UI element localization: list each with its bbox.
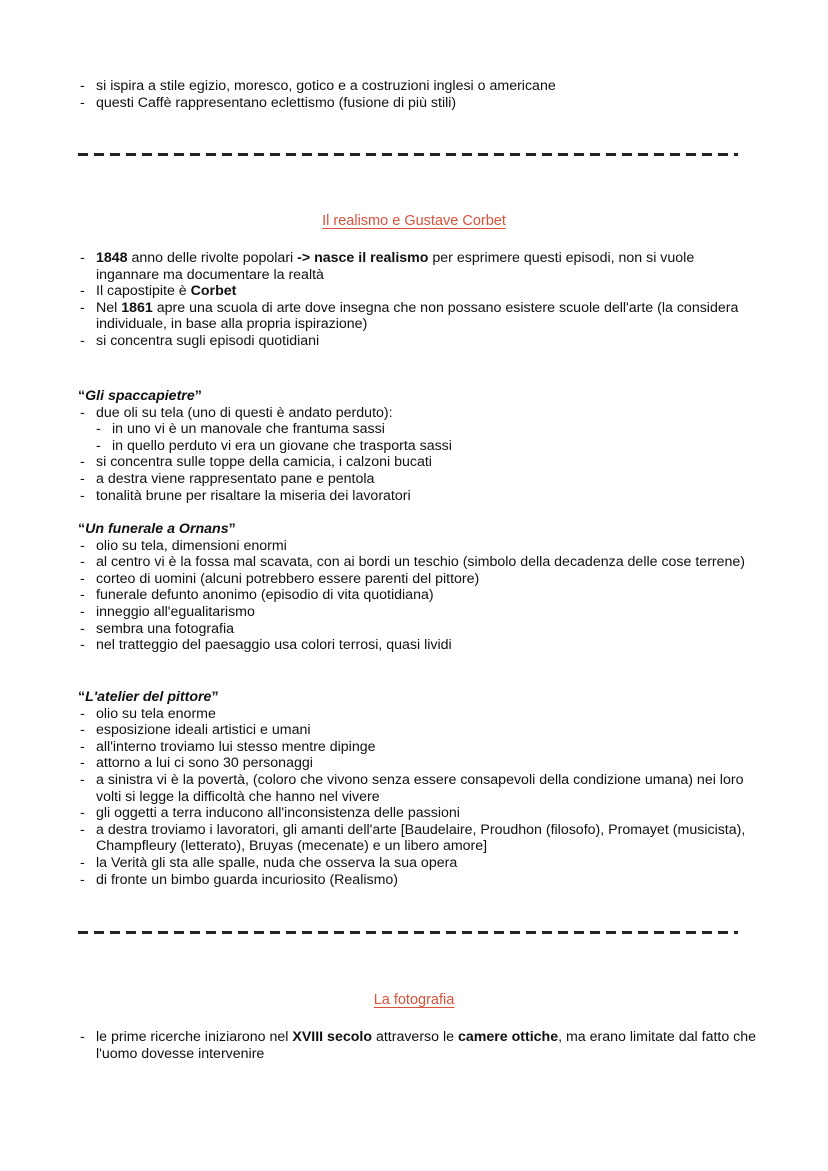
intro-list-block bbox=[78, 78, 758, 111]
realism-list bbox=[78, 250, 758, 350]
sublist-item: - in quello perduto vi era un giovane che trasporta sassi bbox=[94, 438, 758, 455]
list-item: - olio su tela, dimensioni enormi bbox=[78, 538, 758, 555]
sublist-item: - in uno vi è un manovale che frantuma sassi bbox=[94, 421, 758, 438]
list-item: - questi Caffè rappresentano eclettismo (fusione di più stili) bbox=[78, 95, 758, 112]
work-atelier bbox=[78, 689, 758, 888]
quote-mark: “ bbox=[78, 689, 86, 705]
dashed-divider bbox=[78, 153, 738, 156]
list-item bbox=[78, 405, 758, 422]
list-item: - si concentra sugli episodi quotidiani bbox=[78, 333, 758, 350]
quote-mark: ” bbox=[228, 521, 236, 537]
text: apre una scuola di arte dove insegna che non possano esistere scuole dell'arte (la considera individuale, in base alla propria ispirazione) bbox=[96, 299, 739, 333]
text: attraverso le bbox=[372, 1029, 458, 1045]
work-funerale bbox=[78, 521, 758, 654]
list-item: - funerale defunto anonimo (episodio di vita quotidiana) bbox=[78, 587, 758, 604]
list-item: - si concentra sulle toppe della camicia, i calzoni bucati bbox=[78, 454, 758, 471]
list-item: - olio su tela enorme bbox=[78, 706, 758, 723]
dashed-divider bbox=[78, 931, 738, 934]
intro-list bbox=[78, 78, 758, 111]
list-item: - a sinistra vi è la povertà, (coloro che vivono senza essere consapevoli della condizione umana) nei loro volti si legge la difficoltà che hanno nel vivere bbox=[78, 772, 758, 805]
list-item bbox=[78, 300, 758, 333]
bold-text: -> nasce il realismo bbox=[297, 250, 429, 266]
quote-mark: “ bbox=[78, 521, 86, 537]
bold-text: camere ottiche bbox=[457, 1029, 559, 1045]
list-item: - al centro vi è la fossa mal scavata, con ai bordi un teschio (simbolo della decadenza delle cose terrene) bbox=[78, 554, 758, 571]
bold-text: 1861 bbox=[121, 299, 153, 316]
work-spaccapietre bbox=[78, 388, 758, 504]
text: per esprimere questi episodi, non si vuole ingannare ma documentare la realtà bbox=[96, 250, 695, 283]
work-title bbox=[78, 388, 758, 405]
work-list bbox=[78, 538, 758, 654]
work-list bbox=[78, 706, 758, 889]
list-item: - sembra una fotografia bbox=[78, 621, 758, 638]
section-heading-photo: La fotografia bbox=[373, 992, 455, 1008]
text: le prime ricerche iniziarono nel bbox=[96, 1029, 293, 1045]
list-item: - gli oggetti a terra inducono all'inconsistenza delle passioni bbox=[78, 805, 758, 822]
work-title bbox=[78, 689, 758, 706]
work-sublist bbox=[78, 421, 758, 454]
list-item bbox=[78, 1029, 758, 1062]
list-item: - la Verità gli sta alle spalle, nuda che osserva la sua opera bbox=[78, 855, 758, 872]
realism-list-block bbox=[78, 250, 758, 350]
list-item: - all'interno troviamo lui stesso mentre dipinge bbox=[78, 739, 758, 756]
photo-list bbox=[78, 1029, 758, 1062]
work-list bbox=[78, 454, 758, 504]
text: Nel bbox=[96, 299, 122, 316]
bold-text: 1848 bbox=[96, 250, 128, 266]
list-item: - esposizione ideali artistici e umani bbox=[78, 722, 758, 739]
quote-mark: “ bbox=[78, 388, 86, 404]
list-item: - a destra viene rappresentato pane e pentola bbox=[78, 471, 758, 488]
quote-mark: ” bbox=[211, 689, 219, 705]
text: , ma erano limitate dal fatto che l'uomo dovesse intervenire bbox=[96, 1029, 757, 1062]
list-item: - si ispira a stile egizio, moresco, gotico e a costruzioni inglesi o americane bbox=[78, 78, 758, 95]
bold-text: XVIII secolo bbox=[292, 1029, 372, 1045]
list-item bbox=[78, 250, 758, 283]
work-list bbox=[78, 405, 758, 422]
work-title-text: Un funerale a Ornans bbox=[85, 521, 229, 537]
list-item: - corteo di uomini (alcuni potrebbero essere parenti del pittore) bbox=[78, 571, 758, 588]
list-item: - di fronte un bimbo guarda incuriosito (Realismo) bbox=[78, 872, 758, 889]
work-title-text: L'atelier del pittore bbox=[85, 689, 212, 705]
list-item: - nel tratteggio del paesaggio usa colori terrosi, quasi lividi bbox=[78, 637, 758, 654]
work-title bbox=[78, 521, 758, 538]
text: Il capostipite è bbox=[96, 283, 191, 300]
list-item: - tonalità brune per risaltare la miseria dei lavoratori bbox=[78, 488, 758, 505]
photo-list-block bbox=[78, 1029, 758, 1062]
section-heading-realism: Il realismo e Gustave Corbet bbox=[322, 213, 506, 229]
list-item: - a destra troviamo i lavoratori, gli amanti dell'arte [Baudelaire, Proudhon (filosofo), Promayet (musicista), Champfleury (letterato), Bruyas (mecenate) e un libero amore] bbox=[78, 822, 758, 855]
quote-mark: ” bbox=[194, 388, 202, 404]
list-item bbox=[78, 283, 758, 300]
text: anno delle rivolte popolari bbox=[127, 250, 298, 266]
text: due oli su tela (uno di questi è andato perduto): bbox=[96, 404, 393, 421]
work-title-text: Gli spaccapietre bbox=[85, 388, 195, 404]
list-item: - attorno a lui ci sono 30 personaggi bbox=[78, 755, 758, 772]
list-item: - inneggio all'egualitarismo bbox=[78, 604, 758, 621]
bold-text: Corbet bbox=[190, 283, 237, 300]
